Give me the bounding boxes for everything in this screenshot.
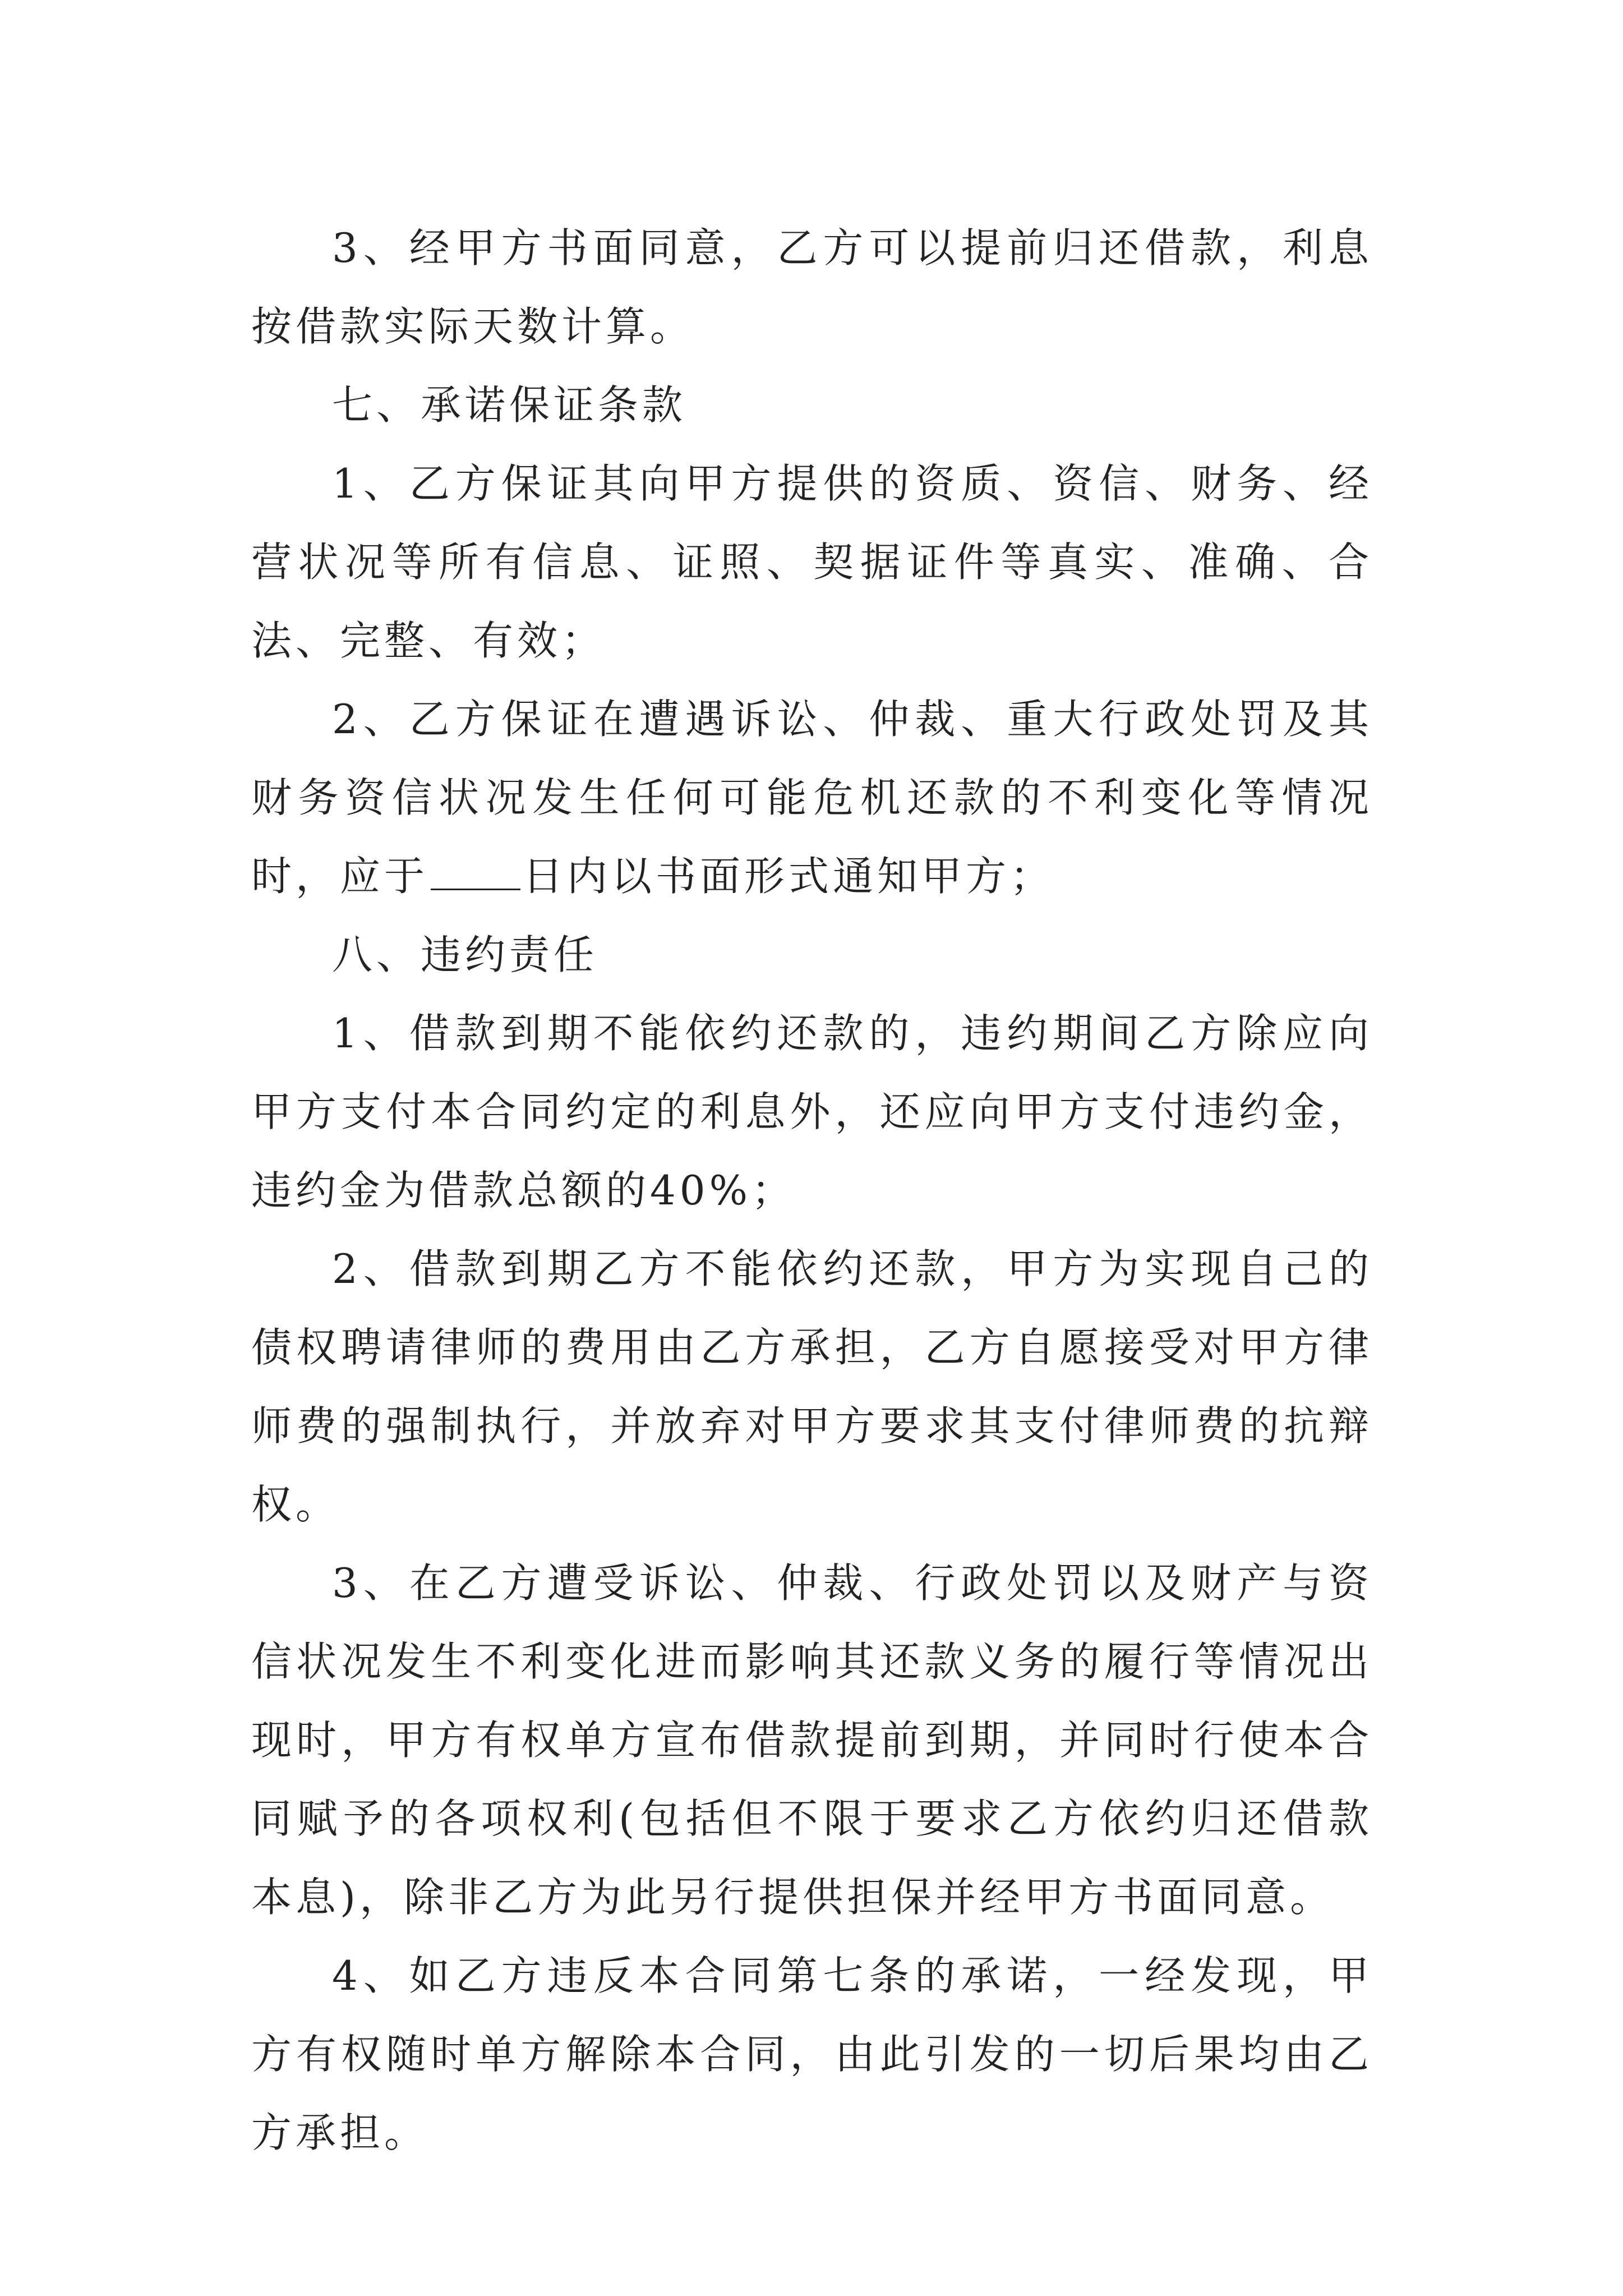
paragraph-early-repayment: 3、经甲方书面同意，乙方可以提前归还借款，利息按借款实际天数计算。 [251, 224, 1373, 350]
paragraph-warranty-2-lead: 2、乙方保证在遭遇诉讼、仲裁、重大行政处罚及其财务资信状况发生任何可能危机还款的不利变化等情况时，应于 [251, 696, 1373, 900]
paragraph-warranty-1: 1、乙方保证其向甲方提供的资质、资信、财务、经营状况等所有信息、证照、契据证件等真实、准确、合法、完整、有效； [251, 460, 1373, 664]
blank-days-field [431, 848, 520, 890]
paragraph-liability-4: 4、如乙方违反本合同第七条的承诺，一经发现，甲方有权随时单方解除本合同，由此引发的一切后果均由乙方承担。 [251, 1952, 1373, 2156]
paragraph-liability-2: 2、借款到期乙方不能依约还款，甲方为实现自己的债权聘请律师的费用由乙方承担，乙方自愿接受对甲方律师费的强制执行，并放弃对甲方要求其支付律师费的抗辩权。 [251, 1245, 1373, 1528]
paragraph-liability-1: 1、借款到期不能依约还款的，违约期间乙方除应向甲方支付本合同约定的利息外，还应向甲方支付违约金，违约金为借款总额的40%； [251, 1010, 1373, 1214]
paragraph-warranty-2 [251, 680, 1373, 915]
paragraph-warranty-2-tail: 日内以书面形式通知甲方； [523, 853, 1055, 900]
section-heading-warranty: 七、承诺保证条款 [332, 381, 687, 429]
document-body [251, 209, 1373, 2172]
paragraph-liability-3: 3、在乙方遭受诉讼、仲裁、行政处罚以及财产与资信状况发生不利变化进而影响其还款义务的履行等情况出现时，甲方有权单方宣布借款提前到期，并同时行使本合同赋予的各项权利(包括但不限于要求乙方依约归还借款本息)，除非乙方为此另行提供担保并经甲方书面同意。 [251, 1559, 1373, 1921]
section-heading-liability: 八、违约责任 [332, 931, 598, 978]
